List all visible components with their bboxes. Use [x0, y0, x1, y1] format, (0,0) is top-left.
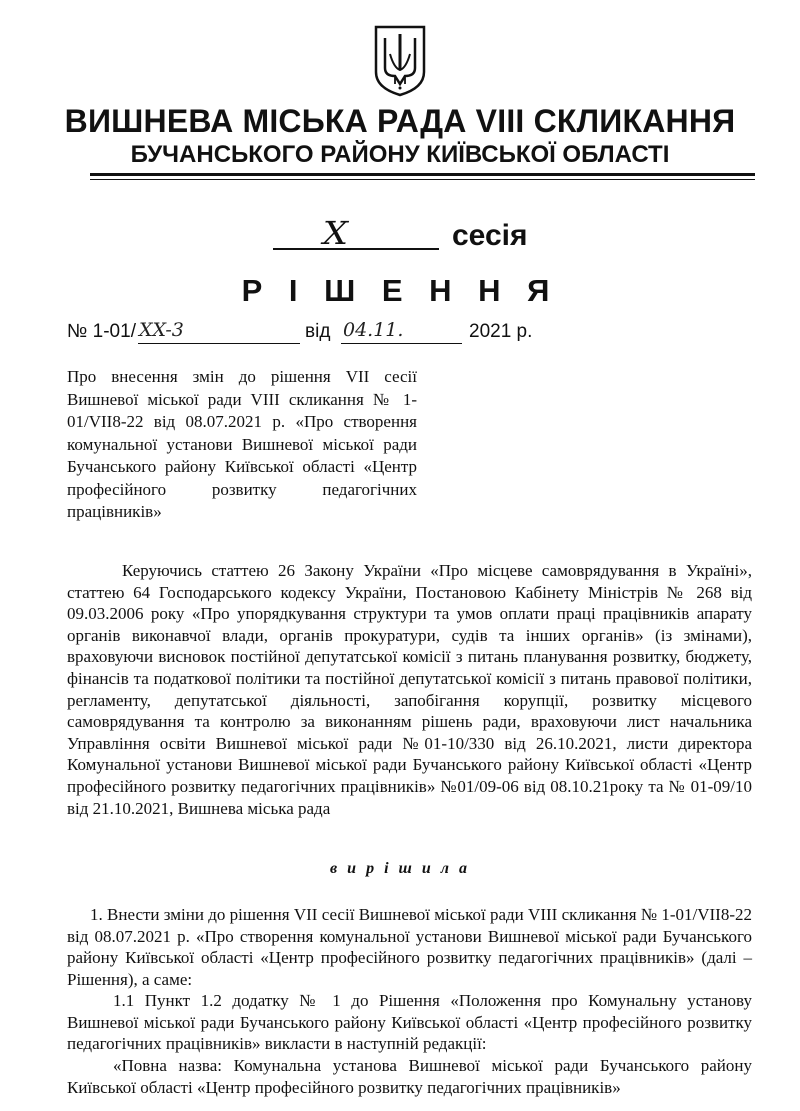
council-subtitle: БУЧАНСЬКОГО РАЙОНУ КИЇВСЬКОЇ ОБЛАСТІ	[130, 141, 670, 168]
decision-item-1: 1. Внести зміни до рішення VII сесії Вишневої міської ради VIII скликання № 1-01/VII8-22 від 08.07.2021 р. «Про створення комунальної установи Вишневої міської ради Бучанського району Київської області «Центр професійного розвитку педагогічних працівників» (далі – Рішення), а саме:	[67, 905, 752, 989]
decision-item-1-1: 1.1 Пункт 1.2 додатку № 1 до Рішення «Положення про Комунальну установу Вишневої міської ради Бучанського району Київської області «Центр професійного розвитку педагогічних працівників» викласти в наступній редакції:	[67, 991, 752, 1054]
session-label: сесія	[452, 219, 528, 252]
decision-subject: Про внесення змін до рішення VII сесії Вишневої міської ради VIII скликання № 1-01/VII8-22 від 08.07.2021 р. «Про створення комунальної установи Вишневої міської ради Бучанського району Київської області «Центр професійного розвитку педагогічних працівників»	[67, 367, 417, 521]
date-from-label: від	[305, 321, 331, 342]
document-title: Р І Ш Е Н Н Я	[241, 273, 559, 308]
decision-year: 2021 р.	[469, 321, 533, 342]
decision-date-underline	[341, 343, 462, 344]
decision-date-handwritten: 04.11.	[343, 319, 404, 341]
decision-item-quote: «Повна назва: Комунальна установа Вишневої міської ради Бучанського району Київської області «Центр професійного розвитку педагогічних працівників»	[67, 1056, 752, 1097]
header-divider-thick	[90, 173, 755, 176]
decision-number-handwritten: XX-3	[139, 319, 184, 341]
header-divider-thin	[90, 179, 755, 180]
session-number-underline	[273, 248, 439, 250]
session-number-handwritten: X	[322, 214, 348, 252]
trident-coat-of-arms-icon	[373, 24, 427, 98]
decision-number-prefix: № 1-01/	[67, 321, 136, 342]
decision-number-underline	[138, 343, 300, 344]
preamble-paragraph: Керуючись статтею 26 Закону України «Про місцеве самоврядування в Україні», статтею 64 Господарського кодексу України, Постановою Кабінету Міністрів № 268 від 09.03.2006 року «Про упорядкування структури та умов оплати праці працівників апарату органів виконавчої влади, органів прокуратури, судів та інших органів» (із змінами), враховуючи висновок постійної депутатської комісії з питань планування розвитку, бюджету, фінансів та податкової політики та постійної депутатської комісії з питань правової політики, регламенту, депутатської діяльності, запобігання корупції, розвитку місцевого самоврядування та контролю за виконанням рішень ради, враховуючи лист начальника Управління освіти Вишневої міської ради №01-10/330 від 26.10.2021, листи директора Комунальної установи Вишневої міської ради Бучанського району Київської області «Центр професійного розвитку педагогічних працівників» №01/09-06 від 08.10.21року та № 01-09/10 від 21.10.2021, Вишнева міська рада	[67, 561, 752, 818]
council-title: ВИШНЕВА МІСЬКА РАДА VIII СКЛИКАННЯ	[64, 103, 736, 139]
resolved-heading: в и р і ш и л а	[330, 860, 470, 877]
